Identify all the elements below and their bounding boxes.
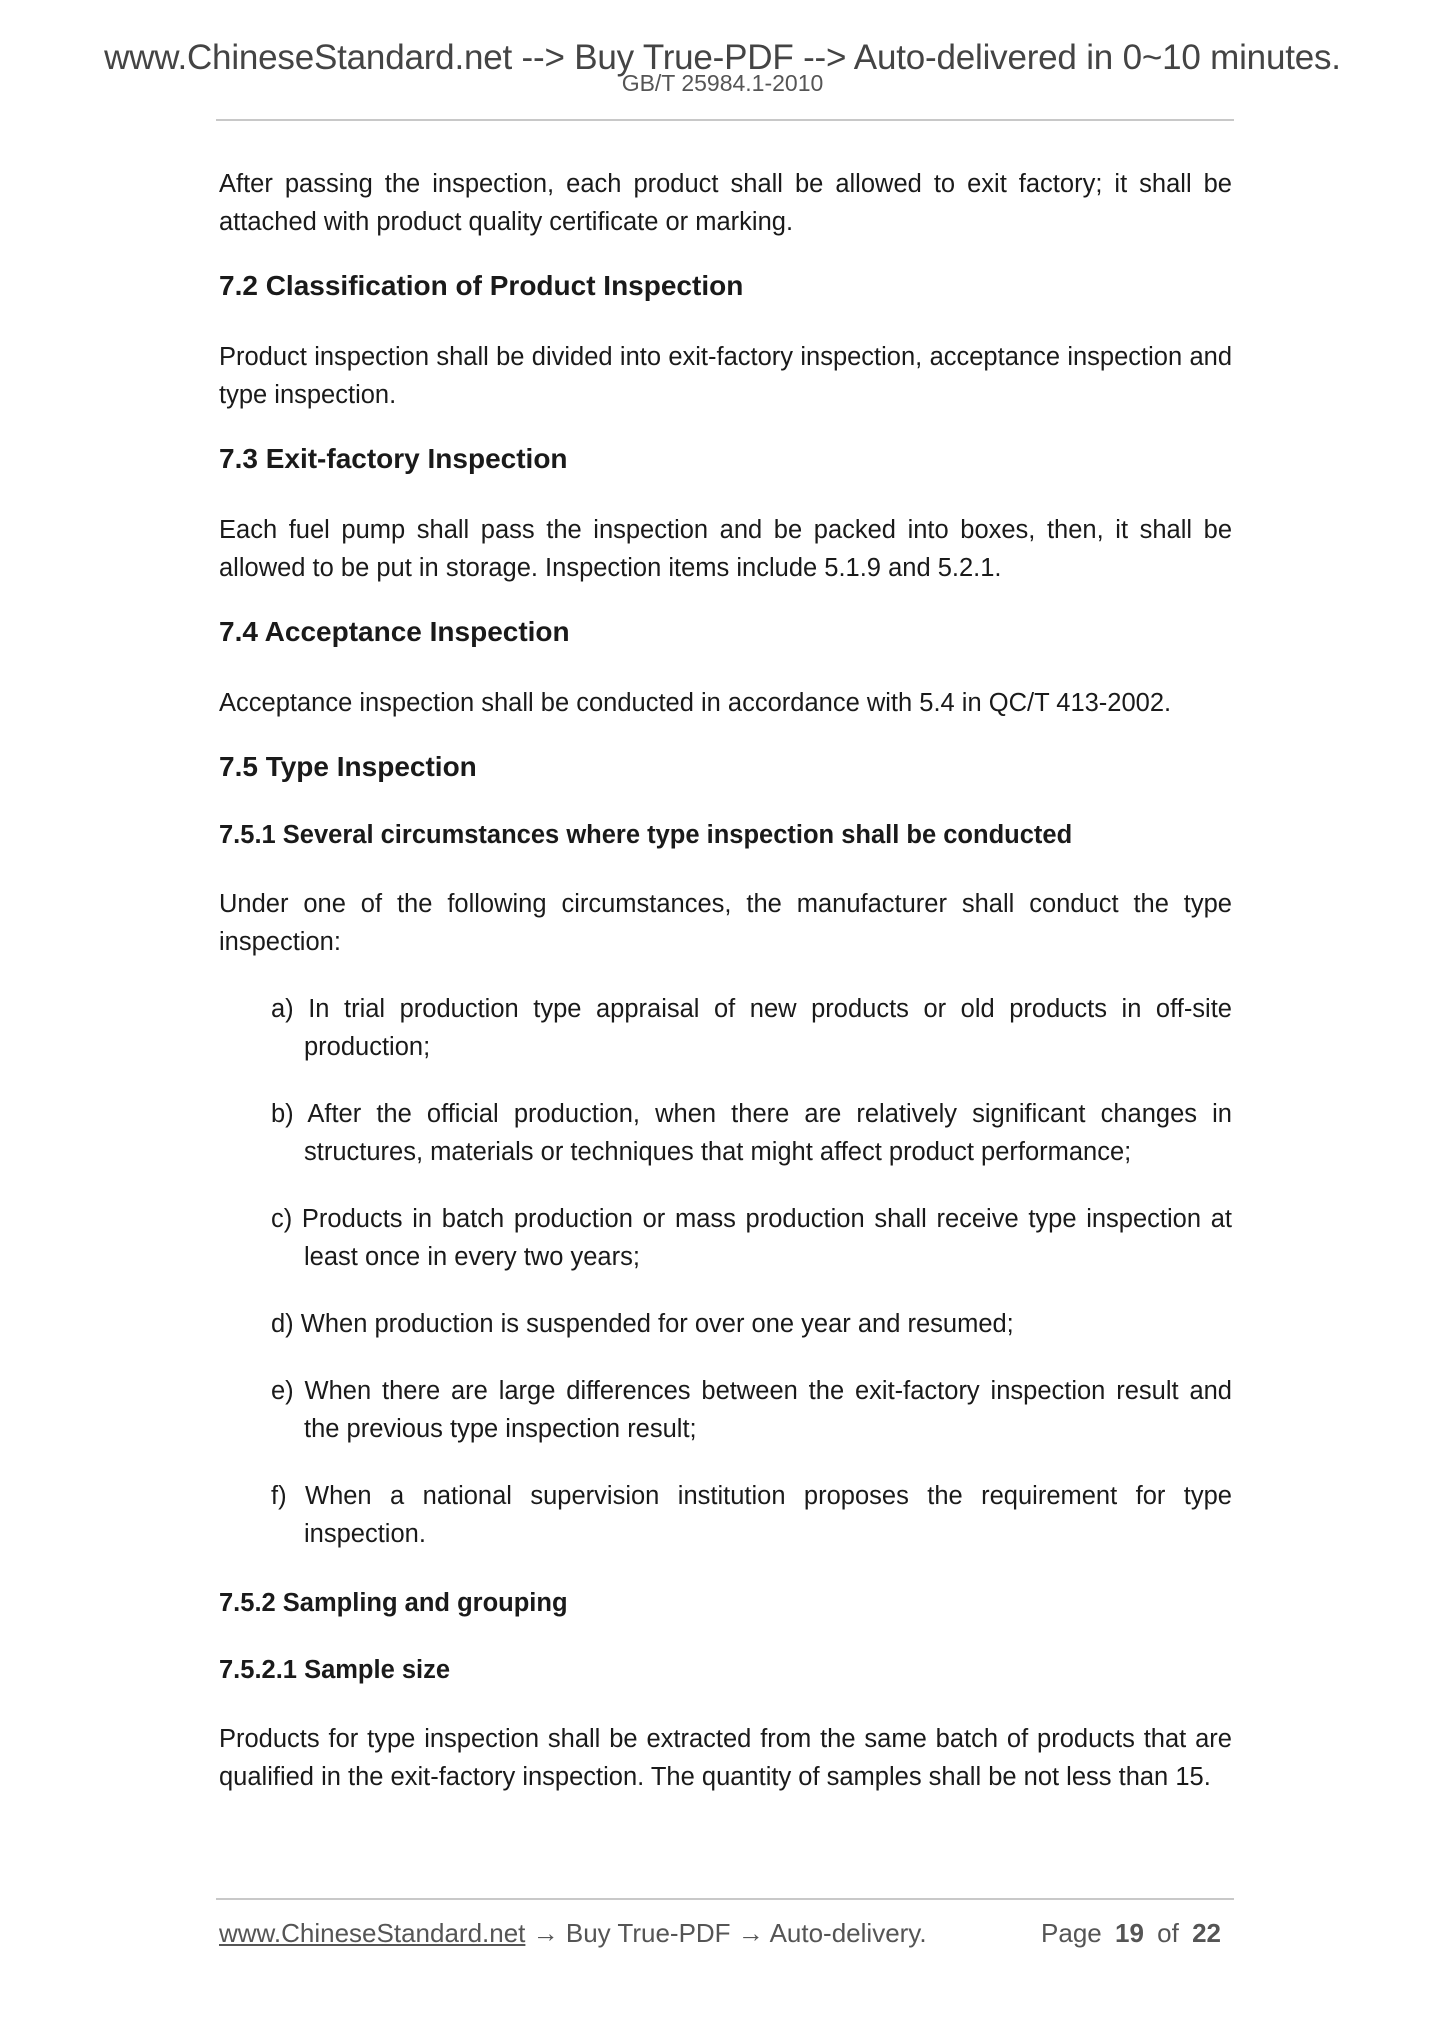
heading-7-4: 7.4 Acceptance Inspection xyxy=(219,616,570,647)
heading-7-5: 7.5 Type Inspection xyxy=(219,751,477,782)
page-total: 22 xyxy=(1192,1918,1221,1948)
list-item: d) When production is suspended for over one year and resumed; xyxy=(271,1310,1014,1338)
heading-7-5-2: 7.5.2 Sampling and grouping xyxy=(219,1589,568,1617)
paragraph-7-5-1: Under one of the following circumstances, the manufacturer shall conduct the type inspection: xyxy=(219,890,1232,956)
list-item: a) In trial production type appraisal of new products or old products in off-site production; xyxy=(271,995,1232,1061)
page-number: 19 xyxy=(1115,1918,1144,1948)
list-item: f) When a national supervision institution proposes the requirement for type inspection. xyxy=(271,1482,1232,1548)
page-label: Page xyxy=(1041,1918,1102,1948)
footer-site xyxy=(219,1918,927,1949)
list-item: e) When there are large differences between the exit-factory inspection result and the previous type inspection result; xyxy=(271,1377,1232,1443)
page-indicator xyxy=(1041,1918,1221,1949)
paragraph-7-4: Acceptance inspection shall be conducted in accordance with 5.4 in QC/T 413-2002. xyxy=(219,689,1172,717)
footer-divider xyxy=(216,1898,1234,1900)
heading-7-3: 7.3 Exit-factory Inspection xyxy=(219,443,568,474)
heading-7-2: 7.2 Classification of Product Inspection xyxy=(219,270,744,301)
document-id: GB/T 25984.1-2010 xyxy=(621,70,824,96)
list-item: b) After the official production, when there are relatively significant changes in structures, materials or techniques that might affect product performance; xyxy=(271,1100,1232,1166)
heading-7-5-1: 7.5.1 Several circumstances where type inspection shall be conducted xyxy=(219,821,1073,849)
site-link[interactable]: www.ChineseStandard.net xyxy=(219,1918,526,1948)
paragraph-7-2: Product inspection shall be divided into exit-factory inspection, acceptance inspection and type inspection. xyxy=(219,343,1232,409)
heading-7-5-2-1: 7.5.2.1 Sample size xyxy=(219,1656,451,1684)
paragraph-7-5-2-1: Products for type inspection shall be extracted from the same batch of products that are qualified in the exit-factory inspection. The quantity of samples shall be not less than 15. xyxy=(219,1725,1232,1791)
intro-paragraph: After passing the inspection, each product shall be allowed to exit factory; it shall be attached with product quality certificate or marking. xyxy=(219,170,1232,236)
header-banner: www.ChineseStandard.net --> Buy True-PDF --> Auto-delivered in 0~10 minutes. xyxy=(104,38,1341,77)
footer-tagline: → Buy True-PDF → Auto-delivery. xyxy=(525,1918,927,1948)
list-item: c) Products in batch production or mass production shall receive type inspection at least once in every two years; xyxy=(271,1205,1232,1271)
header-divider xyxy=(216,119,1234,121)
of-label: of xyxy=(1157,1918,1179,1948)
paragraph-7-3: Each fuel pump shall pass the inspection and be packed into boxes, then, it shall be allowed to be put in storage. Inspection items include 5.1.9 and 5.2.1. xyxy=(219,516,1232,582)
